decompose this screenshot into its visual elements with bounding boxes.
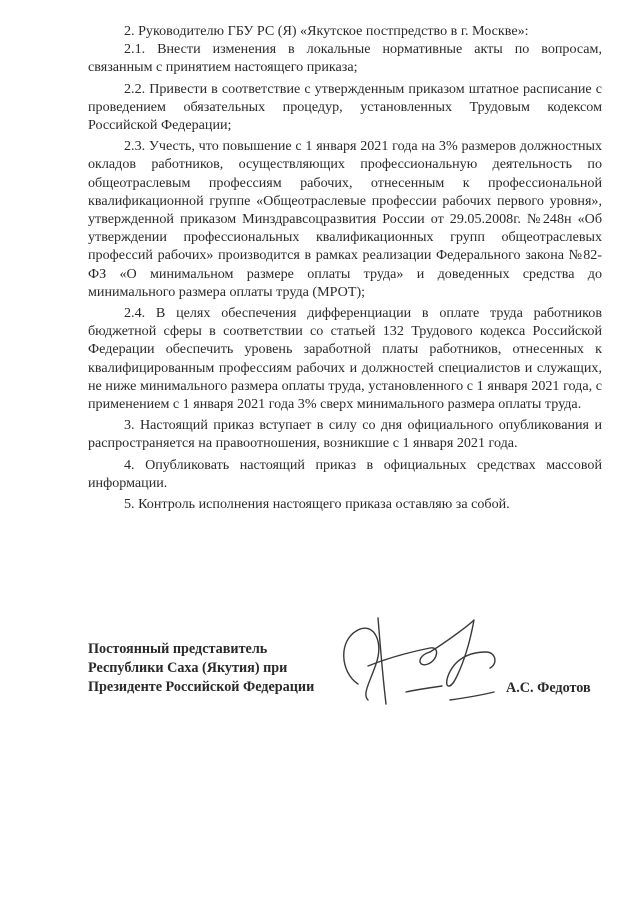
paragraph-2-4: 2.4. В целях обеспечения дифференциации в оплате труда работников бюджетной сферы в соответствии со статьей 132 Трудового кодекса Российской Федерации обеспечить уровень заработной платы работников, отнесенных к квалифицированным профессиям рабочих и должностей специалистов и служащих, не ниже минимального размера оплаты труда, установленного с 1 января 2021 года, с применением с 1 января 2021 года 3% сверх минимального размера оплаты труда. [88,305,602,413]
handwritten-signature [318,612,528,712]
position-line-3: Президенте Российской Федерации [88,679,315,695]
paragraph-2-2: 2.2. Привести в соответствие с утвержденным приказом штатное расписание с проведением обязательных процедур, установленных Трудовым кодексом Российской Федерации; [88,80,602,134]
signer-name: А.С. Федотов [506,680,591,696]
position-line-1: Постоянный представитель [88,641,268,657]
position-line-2: Республики Саха (Якутия) при [88,660,288,676]
paragraph-4: 4. Опубликовать настоящий приказ в официальных средствах массовой информации. [88,456,602,491]
paragraph-2-3: 2.3. Учесть, что повышение с 1 января 2021 года на 3% размеров должностных окладов работников, осуществляющих профессиональную деятельность по общеотраслевым профессиям рабочих, отнесенным к профессиональной квалификационной группе «Общеотраслевые профессии рабочих первого уровня», утвержденной приказом Минздравсоцразвития России от 29.05.2008г. №248н «Об утверждении профессиональных квалификационных групп общеотраслевых профессий рабочих» производится в рамках реализации Федерального закона №82-ФЗ «О минимальном размере оплаты труда» и доведенных средства до минимального размера оплаты труда (МРОТ); [88,138,602,300]
paragraph-2-1: 2.1. Внести изменения в локальные нормативные акты по вопросам, связанным с принятием настоящего приказа; [88,41,602,76]
paragraph-3: 3. Настоящий приказ вступает в силу со дня официального опубликования и распространяется на правоотношения, возникшие с 1 января 2021 года. [88,417,602,452]
paragraph-5: 5. Контроль исполнения настоящего приказа оставляю за собой. [124,496,510,513]
paragraph-2: 2. Руководителю ГБУ РС (Я) «Якутское постпредство в г. Москве»: [124,23,529,39]
document-body [88,22,602,513]
